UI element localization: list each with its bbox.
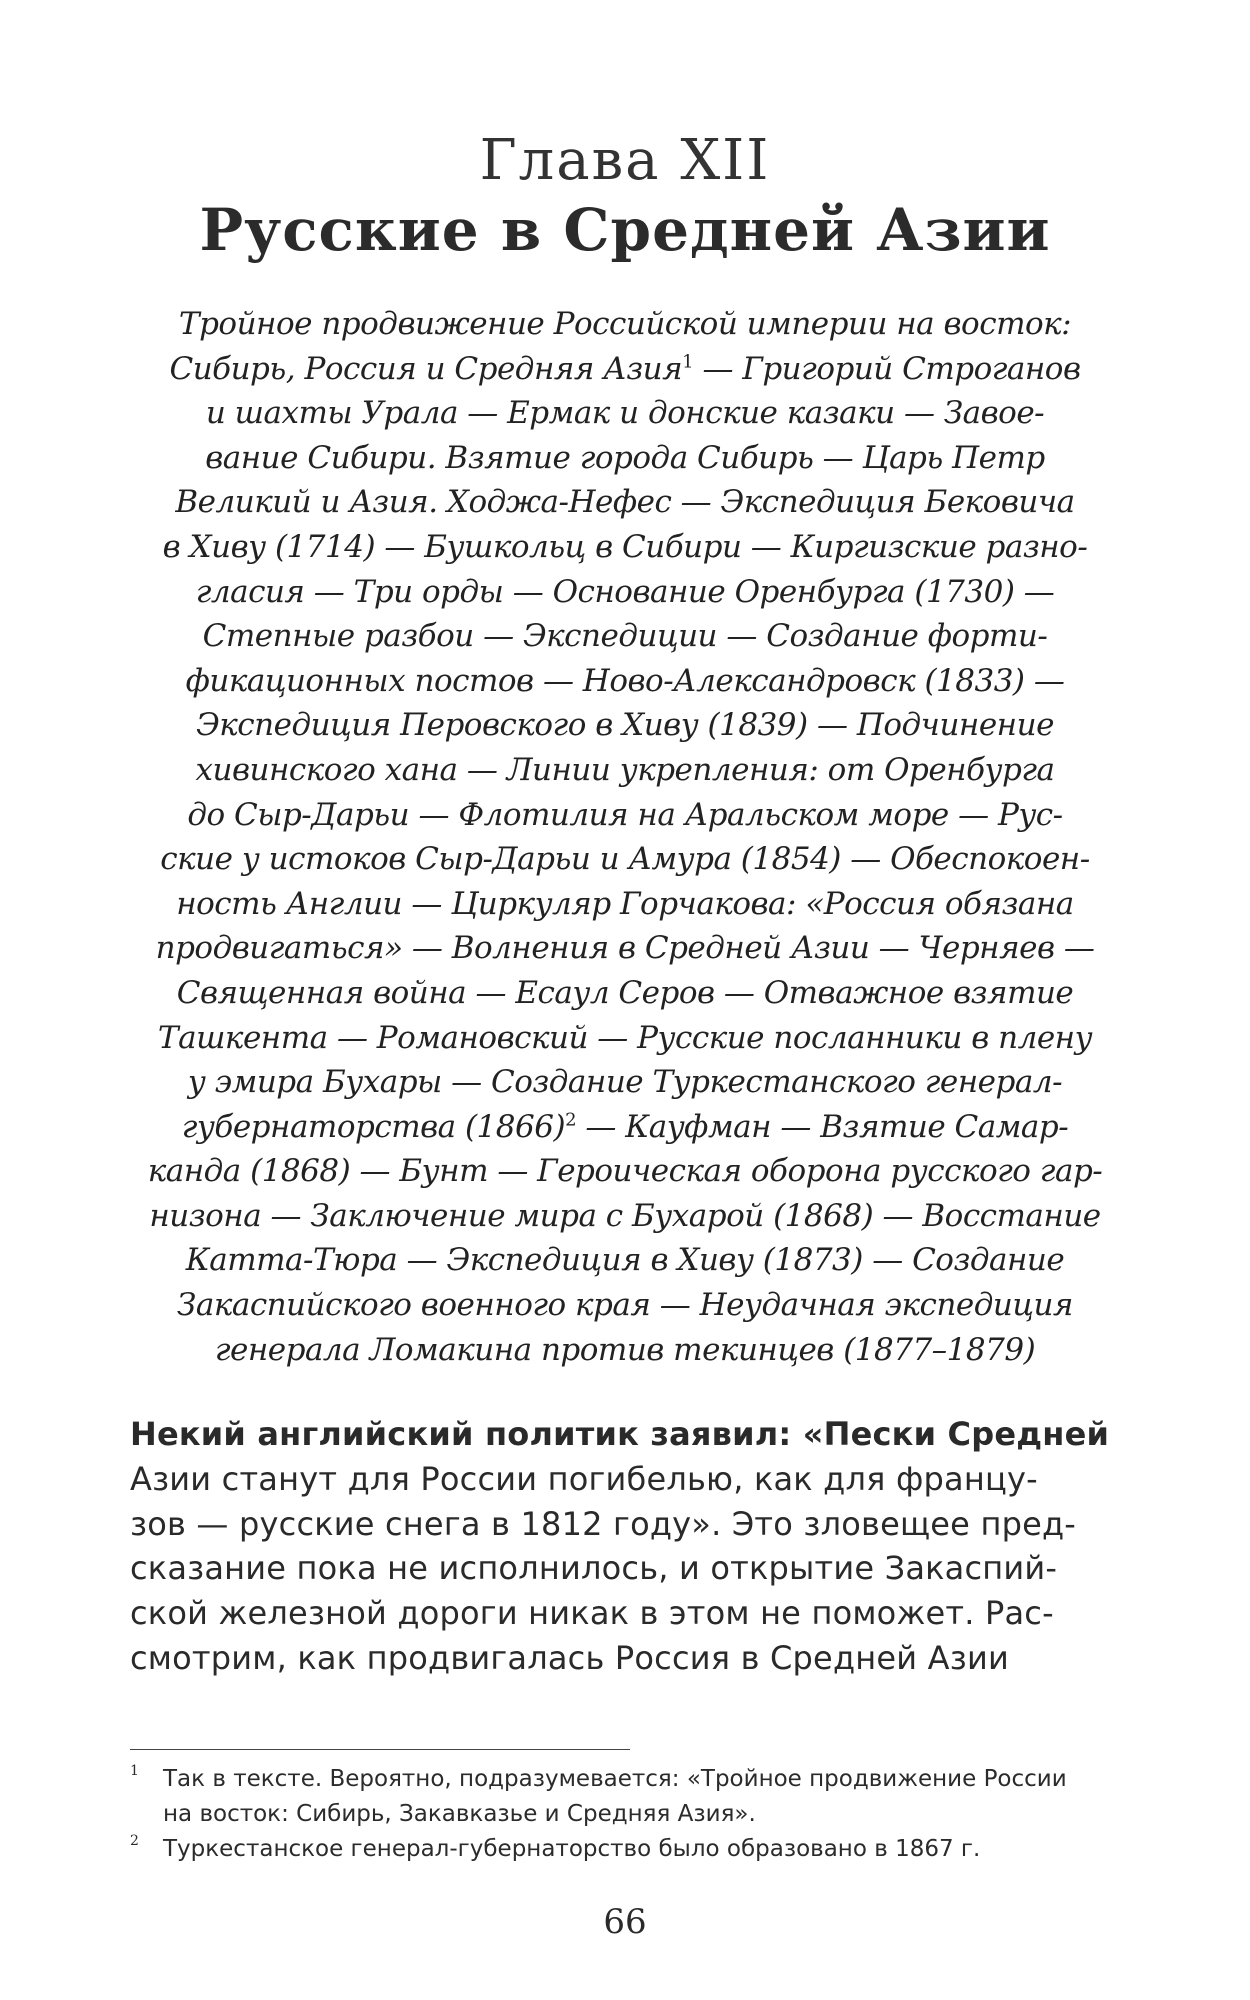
synopsis-line: губернаторства $(1866)^2$ — Кауфман — Взятие Самар- [181,1108,1069,1145]
synopsis-line: генерала Ломакина против текинцев (1877–1879) [214,1331,1036,1368]
footnote-text: Так в тексте. Вероятно, подразумевается: «Тройное продвижение России [163,1766,1067,1792]
body-line: смотрим, как продвигалась Россия в Средней Азии [130,1638,1009,1677]
synopsis-line: фикационных постов — Ново-Александровск (1833) — [185,662,1065,699]
synopsis-line: гласия — Три орды — Основание Оренбурга (1730) — [195,573,1055,610]
synopsis-line: Тройное продвижение Российской империи на восток: [178,306,1072,342]
footnote-marker: 1 [130,1763,139,1779]
footnote-2 [130,1832,1130,1867]
synopsis-line: ские у истоков Сыр-Дарьи и Амура (1854) — Обеспокоен- [160,841,1090,878]
synopsis-line: в Хиву (1714) — Бушкольц в Сибири — Киргизские разно- [162,528,1088,565]
synopsis-line: низона — Заключение мира с Бухарой (1868) — Восстание [149,1197,1101,1234]
synopsis-line: до Сыр-Дарьи — Флотилия на Аральском море — Рус- [187,796,1063,833]
synopsis-line: вание Сибири. Взятие города Сибирь — Царь Петр [205,439,1045,476]
synopsis-line: Катта-Тюра — Экспедиция в Хиву (1873) — Создание [185,1242,1065,1279]
synopsis-line: и шахты Урала — Ермак и донские казаки — Завое- [205,395,1045,432]
body-paragraph [130,1412,1140,1681]
body-line: зов — русские снега в 1812 году». Это зловещее пред- [130,1504,1077,1543]
synopsis-line: у эмира Бухары — Создание Туркестанского генерал- [187,1064,1063,1101]
body-line: ской железной дороги никак в этом не поможет. Рас- [130,1594,1054,1633]
body-line: Азии станут для России погибелью, как для францу- [130,1459,1038,1498]
body-line: Некий английский политик заявил: «Пески Средней [130,1415,1110,1453]
footnote-ref[interactable]: 2 [565,1109,577,1131]
synopsis-line: Закаспийского военного края — Неудачная экспедиция [177,1287,1073,1324]
synopsis-line: Ташкента — Романовский — Русские посланники в плену [157,1019,1093,1056]
synopsis-line: Великий и Азия. Ходжа-Нефес — Экспедиция Бековича [175,484,1075,521]
synopsis-line: Экспедиция Перовского в Хиву (1839) — Подчинение [196,707,1054,744]
chapter-number: Глава XII [479,128,771,193]
synopsis-line: канда (1868) — Бунт — Героическая оборона русского гар- [147,1153,1103,1190]
body-line: сказание пока не исполнилось, и открытие Закаспий- [130,1549,1058,1588]
synopsis-line: хивинского хана — Линии укрепления: от Оренбурга [195,751,1055,788]
footnote-divider [130,1749,630,1750]
synopsis-line: Священная война — Есаул Серов — Отважное взятие [176,974,1074,1011]
footnote-1 [130,1762,1130,1832]
chapter-synopsis [130,302,1120,1372]
synopsis-line: Сибирь, Россия и Средняя Азия$^1$ — Григорий Строганов [169,350,1081,387]
synopsis-line: продвигаться» — Волнения в Средней Азии — Черняев — [155,930,1095,967]
footnote-marker: 2 [130,1833,139,1849]
synopsis-line: Степные разбои — Экспедиции — Создание форти- [202,618,1048,655]
footnotes [130,1762,1130,1867]
chapter-title: Русские в Средней Азии [199,196,1051,264]
synopsis-line: ность Англии — Циркуляр Горчакова: «Россия обязана [176,885,1074,922]
footnote-text: Туркестанское генерал-губернаторство было образовано в 1867 г. [163,1836,981,1862]
footnote-ref[interactable]: 1 [682,351,694,373]
page-number: 66 [603,1902,647,1942]
footnote-text: на восток: Сибирь, Закавказье и Средняя Азия». [163,1801,756,1827]
